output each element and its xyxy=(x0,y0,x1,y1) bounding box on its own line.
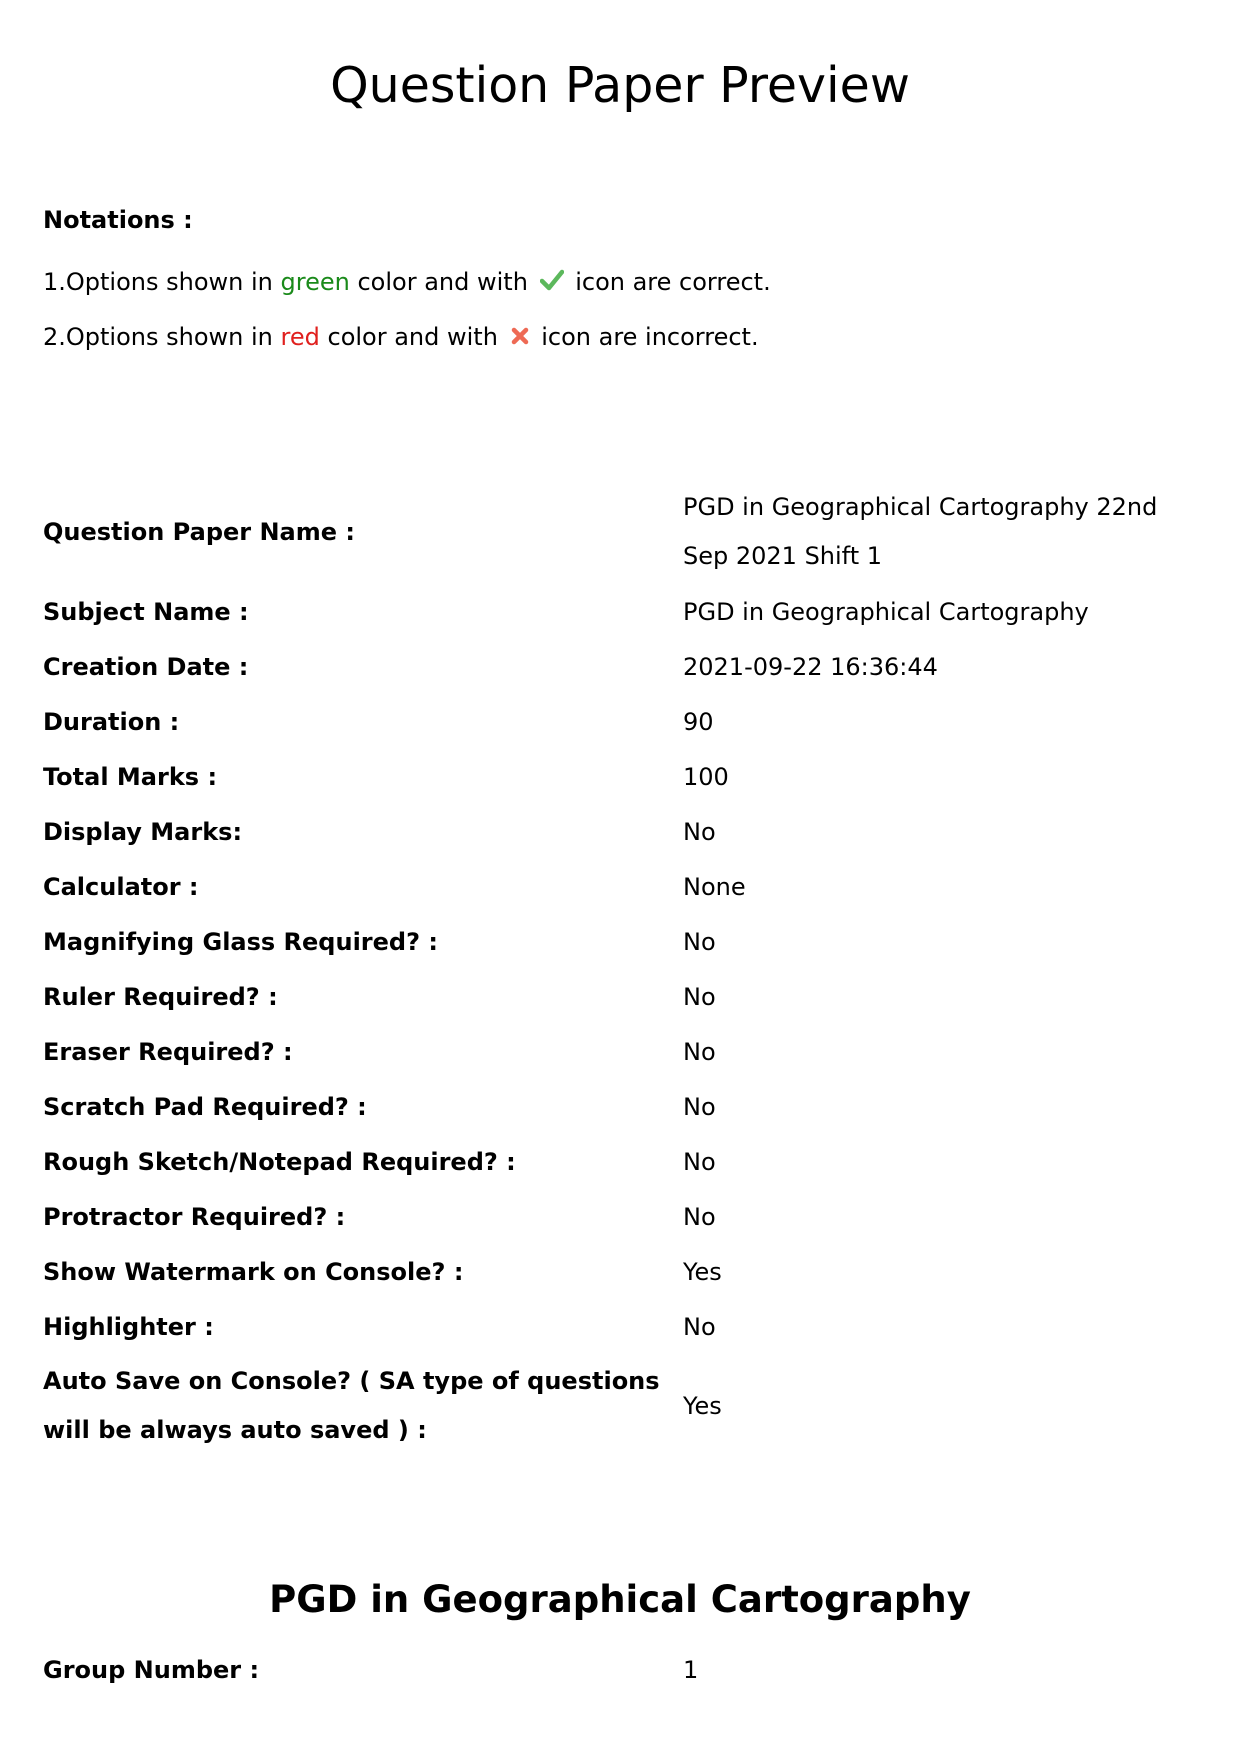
notation-incorrect-prefix: 2.Options shown in xyxy=(43,323,273,351)
detail-value: 100 xyxy=(683,762,729,791)
detail-row-ruler xyxy=(43,969,1203,1024)
detail-row-subject-name xyxy=(43,584,1203,639)
detail-row-protractor xyxy=(43,1189,1203,1244)
detail-row-scratch-pad xyxy=(43,1079,1203,1134)
notation-incorrect xyxy=(43,310,1193,365)
detail-value: None xyxy=(683,872,746,901)
detail-label: Subject Name : xyxy=(43,597,249,626)
detail-value: PGD in Geographical Cartography 22nd Sep 2021 Shift 1 xyxy=(683,493,1158,570)
group-number-value: 1 xyxy=(683,1656,699,1684)
detail-value: No xyxy=(683,1092,716,1121)
detail-label: Rough Sketch/Notepad Required? : xyxy=(43,1147,516,1176)
notation-correct-suffix: icon are correct. xyxy=(575,268,771,296)
detail-label: Calculator : xyxy=(43,872,199,901)
detail-row-creation-date xyxy=(43,639,1203,694)
notation-correct-middle: color and with xyxy=(357,268,528,296)
detail-value: No xyxy=(683,982,716,1011)
detail-row-highlighter xyxy=(43,1299,1203,1354)
detail-label: Protractor Required? : xyxy=(43,1202,346,1231)
detail-row-auto-save xyxy=(43,1354,1203,1458)
detail-label: Highlighter : xyxy=(43,1312,214,1341)
detail-row-watermark xyxy=(43,1244,1203,1299)
detail-row-total-marks xyxy=(43,749,1203,804)
detail-row-rough-sketch xyxy=(43,1134,1203,1189)
group-number-row xyxy=(43,1645,1203,1695)
detail-value: No xyxy=(683,1147,716,1176)
notations-section xyxy=(43,200,1193,365)
detail-value: Yes xyxy=(683,1257,722,1286)
notation-incorrect-middle: color and with xyxy=(327,323,498,351)
detail-row-magnifying-glass xyxy=(43,914,1203,969)
notations-heading: Notations : xyxy=(43,206,193,234)
notation-green-word: green xyxy=(280,268,350,296)
detail-label: Total Marks : xyxy=(43,762,218,791)
notation-incorrect-suffix: icon are incorrect. xyxy=(541,323,759,351)
notation-correct-prefix: 1.Options shown in xyxy=(43,268,273,296)
detail-row-calculator xyxy=(43,859,1203,914)
detail-row-display-marks xyxy=(43,804,1203,859)
detail-label: Question Paper Name : xyxy=(43,518,355,546)
notation-red-word: red xyxy=(280,323,320,351)
detail-value: Yes xyxy=(683,1392,722,1420)
group-number-label: Group Number : xyxy=(43,1656,260,1684)
detail-row-duration xyxy=(43,694,1203,749)
detail-value: PGD in Geographical Cartography xyxy=(683,597,1089,626)
cross-icon xyxy=(510,311,530,366)
detail-row-eraser xyxy=(43,1024,1203,1079)
detail-label: Show Watermark on Console? : xyxy=(43,1257,464,1286)
detail-value: No xyxy=(683,927,716,956)
detail-label: Scratch Pad Required? : xyxy=(43,1092,367,1121)
detail-value: 90 xyxy=(683,707,714,736)
detail-label: Display Marks: xyxy=(43,817,243,846)
paper-details-table xyxy=(43,480,1203,1458)
detail-label: Ruler Required? : xyxy=(43,982,278,1011)
detail-label: Auto Save on Console? ( SA type of questions will be always auto saved ) : xyxy=(43,1367,660,1444)
section-title: PGD in Geographical Cartography xyxy=(269,1578,971,1621)
detail-label: Eraser Required? : xyxy=(43,1037,293,1066)
detail-value: 2021-09-22 16:36:44 xyxy=(683,652,938,681)
detail-row-paper-name xyxy=(43,480,1203,584)
detail-label: Duration : xyxy=(43,707,180,736)
notation-correct xyxy=(43,255,1193,310)
detail-value: No xyxy=(683,1312,716,1341)
check-icon xyxy=(540,256,564,311)
detail-value: No xyxy=(683,817,716,846)
detail-label: Magnifying Glass Required? : xyxy=(43,927,438,956)
detail-value: No xyxy=(683,1202,716,1231)
detail-label: Creation Date : xyxy=(43,652,249,681)
page-title: Question Paper Preview xyxy=(330,57,910,114)
detail-value: No xyxy=(683,1037,716,1066)
